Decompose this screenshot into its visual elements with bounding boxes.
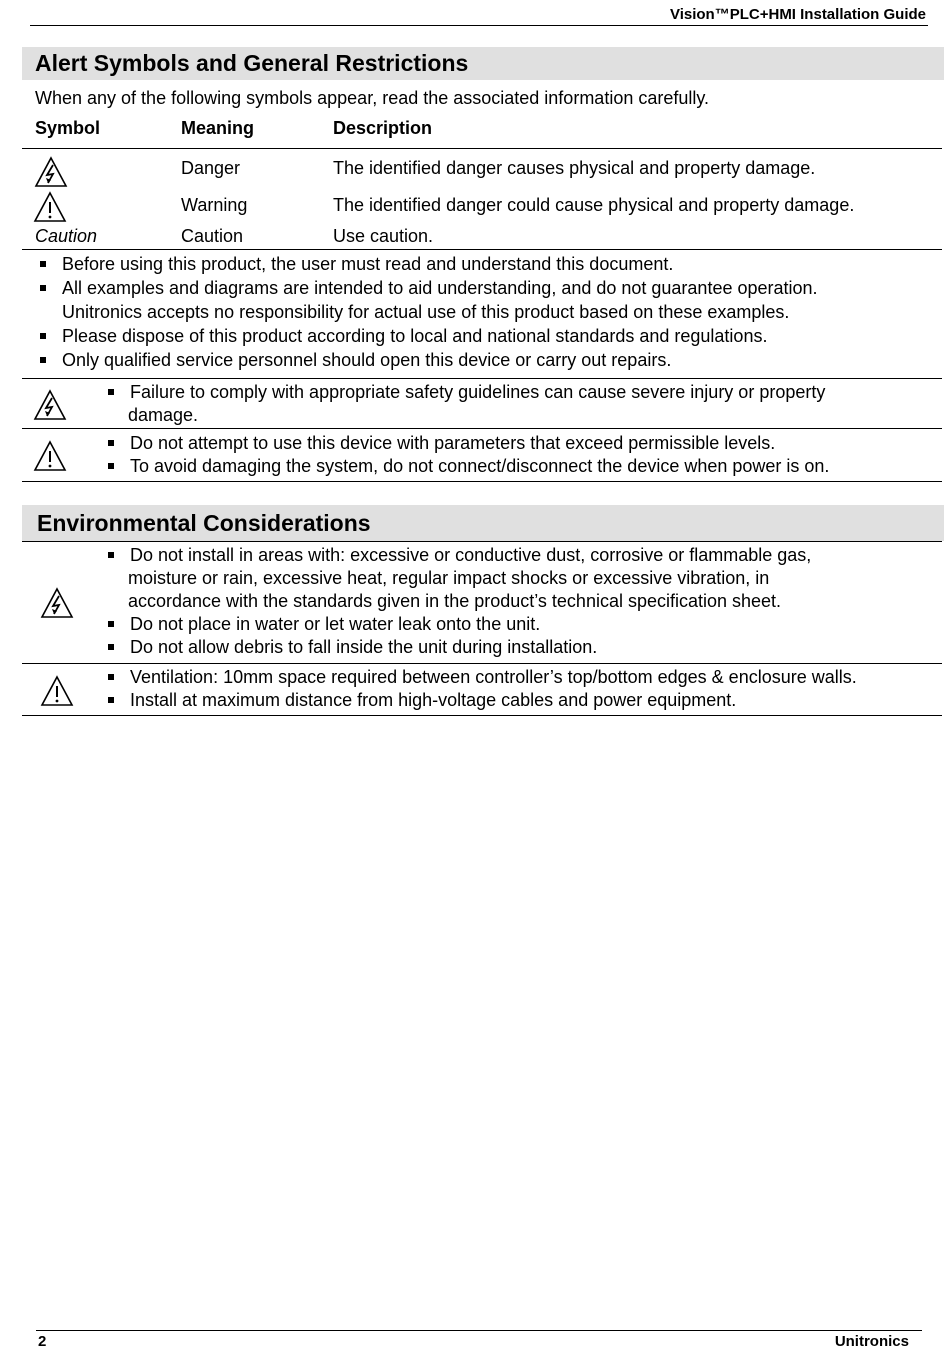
list-item: Do not attempt to use this device with parameters that exceed permissible levels.	[108, 432, 829, 455]
column-header-description: Description	[333, 118, 433, 138]
intro-text: When any of the following symbols appear, read the associated information carefully.	[35, 88, 710, 108]
footer-company: Unitronics	[834, 1333, 909, 1350]
danger-lightning-icon	[40, 587, 74, 619]
list-item: Install at maximum distance from high-voltage cables and power equipment.	[108, 689, 857, 712]
section2-bottom-rule	[22, 715, 942, 716]
section1-bottom-rule	[22, 481, 942, 482]
meaning-warning: Warning	[181, 195, 248, 215]
warning-exclamation-icon	[40, 675, 74, 707]
general-restrictions-list	[35, 252, 818, 372]
warning-exclamation-icon	[33, 440, 67, 472]
list-item: Only qualified service personnel should open this device or carry out repairs.	[35, 348, 818, 372]
environment-warning-list	[108, 666, 857, 712]
section-heading-alert-symbols: Alert Symbols and General Restrictions	[22, 47, 944, 80]
warning-box-top-rule	[22, 428, 942, 429]
description-warning: The identified danger could cause physical and property damage.	[333, 195, 855, 215]
list-item: Do not allow debris to fall inside the unit during installation.	[108, 636, 811, 659]
list-item: Before using this product, the user must read and understand this document.	[35, 252, 818, 276]
list-item: Ventilation: 10mm space required between controller’s top/bottom edges & enclosure walls.	[108, 666, 857, 689]
danger-lightning-icon	[34, 156, 68, 188]
danger-lightning-icon	[33, 389, 67, 421]
list-item-continuation: moisture or rain, excessive heat, regular impact shocks or excessive vibration, in	[128, 568, 770, 588]
list-item: Do not install in areas with: excessive or conductive dust, corrosive or flammable gas,	[108, 544, 811, 567]
column-header-meaning: Meaning	[181, 118, 255, 138]
list-item: Please dispose of this product according to local and national standards and regulations.	[35, 324, 818, 348]
list-item-continuation: Unitronics accepts no responsibility for actual use of this product based on these examples.	[62, 302, 790, 322]
footer-divider	[36, 1330, 922, 1331]
list-item: To avoid damaging the system, do not connect/disconnect the device when power is on.	[108, 455, 829, 478]
environment-warning-top-rule	[22, 663, 942, 664]
header-divider	[30, 25, 928, 26]
page-number: 2	[38, 1333, 47, 1350]
list-item: All examples and diagrams are intended to aid understanding, and do not guarantee operation.	[35, 276, 818, 300]
table-header-rule	[22, 148, 942, 149]
meaning-caution: Caution	[181, 226, 244, 246]
column-header-symbol: Symbol	[35, 118, 101, 138]
warning-exclamation-icon	[33, 191, 67, 223]
list-item-continuation: damage.	[128, 405, 199, 425]
warning-box-list	[108, 432, 829, 478]
description-danger: The identified danger causes physical and property damage.	[333, 158, 816, 178]
environment-danger-list	[108, 544, 811, 659]
list-item: Do not place in water or let water leak onto the unit.	[108, 613, 811, 636]
section-heading-environmental: Environmental Considerations	[22, 505, 944, 541]
caution-symbol-text: Caution	[35, 226, 98, 246]
danger-box-list	[108, 381, 825, 427]
description-caution: Use caution.	[333, 226, 434, 246]
document-title: Vision™PLC+HMI Installation Guide	[669, 6, 926, 23]
meaning-danger: Danger	[181, 158, 241, 178]
danger-box-top-rule	[22, 378, 942, 379]
list-item: Failure to comply with appropriate safety guidelines can cause severe injury or property	[108, 381, 825, 404]
list-item-continuation: accordance with the standards given in the product’s technical specification sheet.	[128, 591, 782, 611]
section2-top-rule	[22, 541, 942, 542]
table-bottom-rule	[22, 249, 942, 250]
